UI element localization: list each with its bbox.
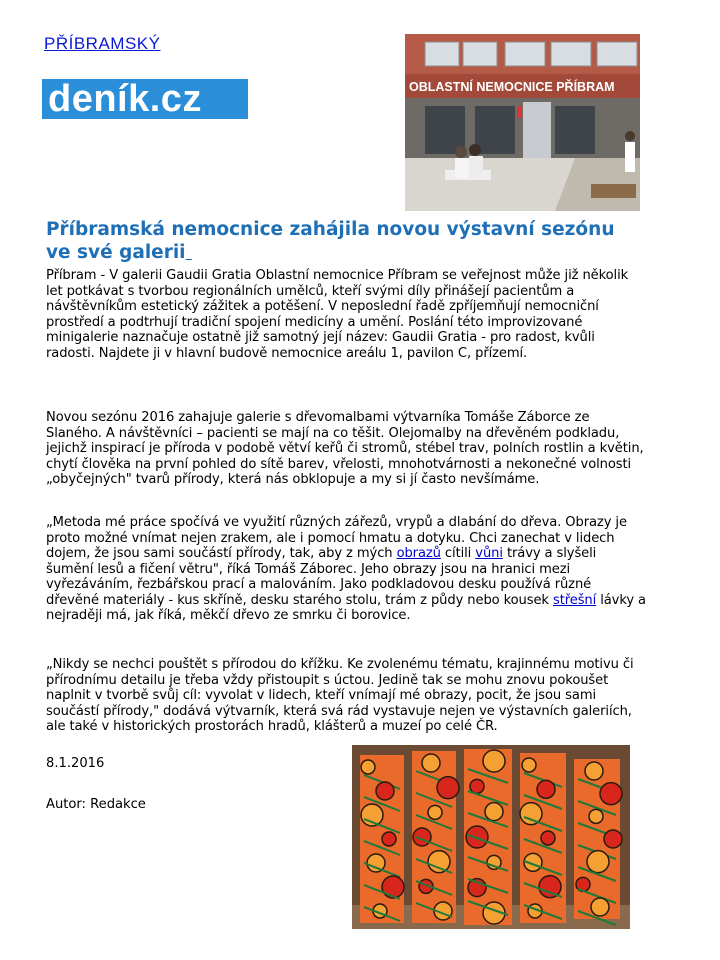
article-title: Příbramská nemocnice zahájila novou výstavní sezónu ve své galerii — [46, 219, 615, 263]
link-stresni[interactable]: střešní — [552, 592, 597, 608]
flower-motif — [428, 805, 442, 819]
paragraph-2: Novou sezónu 2016 zahajuje galerie s dřevomalbami výtvarníka Tomáše Záborce ze Slaného. A návštěvníci – pacienti se mají na co těšit. Olejomalby na dřevěném podkladu, jejichž inspirací je příroda v podobě větví keřů či stromů, stébel trav, polních rostlin a květin, chytí člověka na první pohled do sítě barev, vřelosti, mnohotvárnosti a nekonečné volnosti „obyčejných" tvarů přírody, která nás obklopuje a my si jí často nevšímáme. — [46, 410, 644, 487]
link-obrazu[interactable]: obrazů — [396, 546, 441, 561]
flower-motif — [428, 851, 450, 873]
paragraph-4: „Nikdy se nechci pouštět s přírodou do křížku. Ke zvolenému tématu, krajinnému motivu či přírodnímu detailu je třeba vždy přistoupit s úctou. Jedině tak se mohu znovu pokoušet naplnit v tvorbě svůj cíl: vyvolat v lidech, kteří vnímají mé obrazy, pocit, že jsou sami součástí přírody," dodává výtvarník, která svá rád vystavuje nejen ve výstavních galeriích, ale také v historických prostorách hradů, klášterů a muzeí po celé ČR. — [46, 657, 634, 734]
paragraph-3: „Metoda mé práce spočívá ve využití různých zářezů, vrypů a dlabání do dřeva. Obrazy je proto možné vnímat nejen zrakem, ale i pomocí hmatu a dotyku. Chci zanechat v lidech dojem, že jsou sami součástí přírody, tak, aby z mých obrazů cítili vůni trávy a slyšeli šumění lesů a fičení větru", říká Tomáš Záborec. Jeho obrazy jsou na hranici mezi vyřezáváním, řezbářskou prací a malováním. Jako podkladovou desku používá různé dřevěné materiály - kus skříně, desku starého stolu, trám z půdy nebo kousek střešní lávky a nejraději má, jak říká, měkčí dřevo ze smrku či borovice. — [46, 515, 646, 623]
flower-motif — [466, 826, 488, 848]
flower-motif — [437, 777, 459, 799]
flower-motif — [422, 754, 440, 772]
denik-logo: deník.cz — [42, 79, 248, 119]
flower-motif — [522, 758, 536, 772]
hospital-photo — [405, 34, 640, 211]
article-author: Autor: Redakce — [46, 797, 146, 812]
flower-motif — [485, 803, 503, 821]
flower-motif — [591, 898, 609, 916]
flower-motif — [585, 762, 603, 780]
paintings-photo — [352, 745, 630, 929]
flower-motif — [541, 831, 555, 845]
flower-motif — [376, 782, 394, 800]
flower-motif — [600, 783, 622, 805]
flower-motif — [382, 832, 396, 846]
link-vuni[interactable]: vůni — [475, 546, 503, 561]
publication-link[interactable]: PŘÍBRAMSKÝ — [44, 34, 161, 53]
flower-motif — [470, 779, 484, 793]
flower-motif — [382, 876, 404, 898]
hospital-sign: OBLASTNÍ NEMOCNICE PŘÍBRAM — [409, 80, 615, 94]
flower-motif — [361, 760, 375, 774]
flower-motif — [589, 809, 603, 823]
article-date: 8.1.2016 — [46, 756, 105, 771]
flower-motif — [483, 750, 505, 772]
paragraph-1: Příbram - V galerii Gaudii Gratia Oblastní nemocnice Příbram se veřejnost může již několik let potkávat s tvorbou regionálních umělců, kteří svými díly přinášejí pacientům a návštěvníkům estetický zážitek a potěšení. V neposlední řadě zpříjemňují nemocniční prostředí a podtrhují tradiční spojení medicíny a umění. Poslání této improvizované minigalerie naznačuje ostatně již samotný její název: Gaudii Gratia - pro radost, kvůli radosti. Najdete ji v hlavní budově nemocnice areálu 1, pavilon C, přízemí. — [46, 268, 629, 361]
flower-motif — [587, 851, 609, 873]
flower-motif — [604, 830, 622, 848]
flower-motif — [413, 828, 431, 846]
flower-motif — [537, 780, 555, 798]
